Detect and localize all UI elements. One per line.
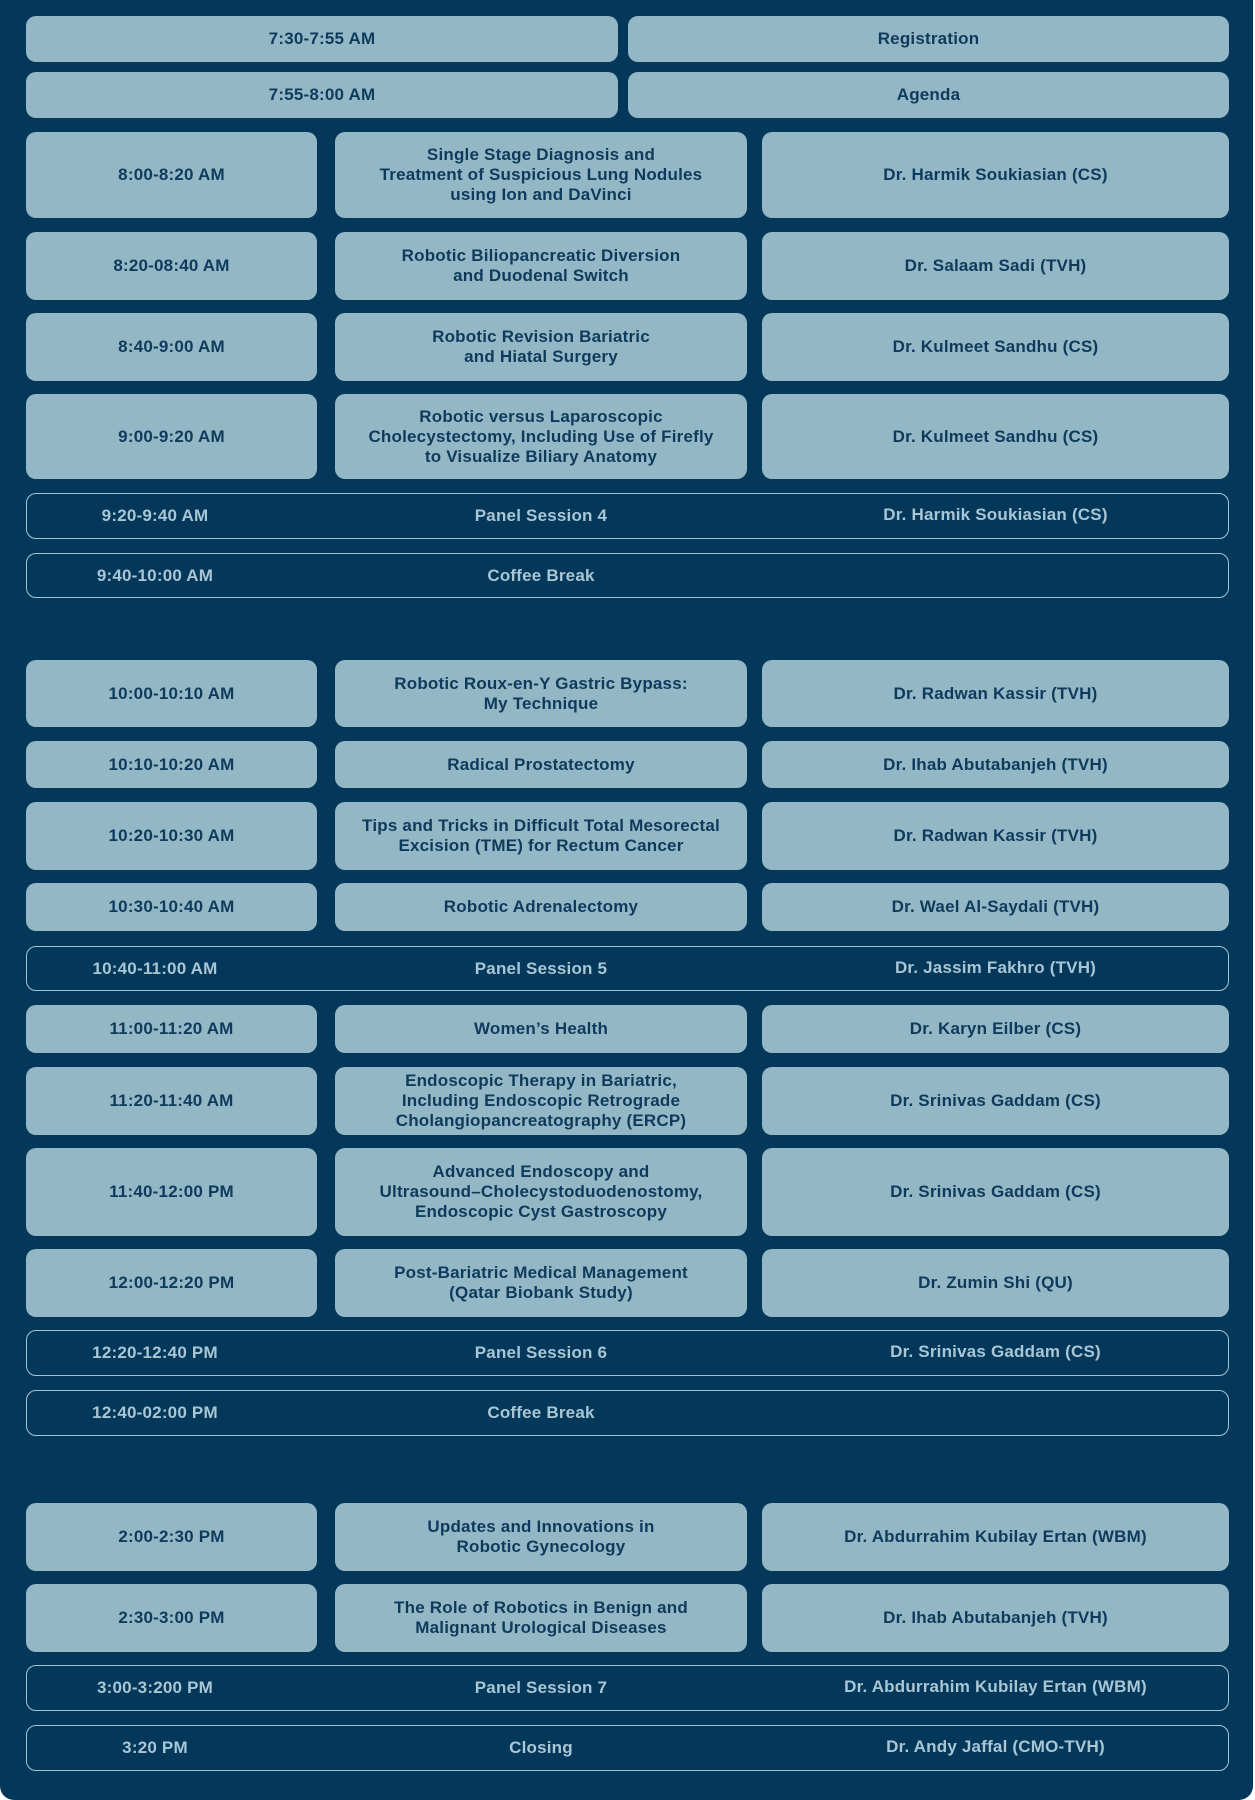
speaker-name: Dr. Andy Jaffal (CMO-TVH) — [886, 1737, 1105, 1756]
speaker-name: Dr. Salaam Sadi (TVH) — [762, 232, 1229, 300]
session-title: Radical Prostatectomy — [335, 741, 747, 788]
session-row — [0, 232, 1255, 300]
session-title: Women’s Health — [335, 1005, 747, 1053]
panel-row — [0, 946, 1255, 991]
session-title: Advanced Endoscopy and Ultrasound–Cholecystoduodenostomy, Endoscopic Cyst Gastroscopy — [335, 1148, 747, 1236]
speaker-name: Dr. Srinivas Gaddam (CS) — [890, 1342, 1101, 1361]
session-row — [0, 660, 1255, 727]
speaker-name: Dr. Radwan Kassir (TVH) — [762, 802, 1229, 870]
session-row — [0, 313, 1255, 381]
session-title: Panel Session 6 — [474, 1343, 608, 1362]
session-row — [0, 802, 1255, 870]
time-cell: 9:40-10:00 AM — [96, 565, 214, 585]
time-cell: 9:20-9:40 AM — [101, 506, 209, 525]
time-cell: 8:40-9:00 AM — [26, 313, 317, 381]
speaker-name: Dr. Jassim Fakhro (TVH) — [894, 957, 1097, 977]
session-title: Updates and Innovations in Robotic Gynecology — [335, 1503, 747, 1571]
speaker-name: Dr. Zumin Shi (QU) — [762, 1249, 1229, 1317]
session-title: Panel Session 5 — [474, 958, 608, 978]
speaker-name: Dr. Harmik Soukiasian (CS) — [883, 505, 1108, 524]
time-cell: 10:10-10:20 AM — [26, 741, 317, 788]
time-cell: 8:20-08:40 AM — [26, 232, 317, 300]
speaker-name: Dr. Kulmeet Sandhu (CS) — [762, 313, 1229, 381]
session-title: Panel Session 4 — [474, 506, 608, 525]
speaker-name: Dr. Abdurrahim Kubilay Ertan (WBM) — [762, 1503, 1229, 1571]
session-row — [0, 1148, 1255, 1236]
session-title: Single Stage Diagnosis and Treatment of Suspicious Lung Nodules using Ion and DaVinci — [335, 132, 747, 218]
session-title: Closing — [509, 1738, 573, 1757]
time-cell: 7:55-8:00 AM — [26, 72, 618, 118]
session-title: The Role of Robotics in Benign and Malignant Urological Diseases — [335, 1584, 747, 1652]
session-title: Coffee Break — [487, 1403, 595, 1422]
panel-row — [0, 1390, 1255, 1436]
header-row — [0, 72, 1255, 118]
session-row — [0, 1503, 1255, 1571]
session-row — [0, 1249, 1255, 1317]
session-label: Agenda — [628, 72, 1229, 118]
session-title: Robotic versus Laparoscopic Cholecystectomy, Including Use of Firefly to Visualize Biliary Anatomy — [335, 394, 747, 479]
time-cell: 12:40-02:00 PM — [92, 1403, 218, 1422]
speaker-name: Dr. Ihab Abutabanjeh (TVH) — [762, 741, 1229, 788]
session-title: Robotic Adrenalectomy — [335, 883, 747, 931]
session-row — [0, 1067, 1255, 1135]
time-cell: 8:00-8:20 AM — [26, 132, 317, 218]
session-title: Endoscopic Therapy in Bariatric, Including Endoscopic Retrograde Cholangiopancreatography (ERCP) — [335, 1067, 747, 1135]
session-title: Coffee Break — [487, 565, 595, 585]
speaker-name: Dr. Wael Al-Saydali (TVH) — [762, 883, 1229, 931]
time-cell: 10:40-11:00 AM — [92, 958, 218, 978]
header-row — [0, 16, 1255, 62]
time-cell: 11:00-11:20 AM — [26, 1005, 317, 1053]
time-cell: 12:20-12:40 PM — [92, 1343, 218, 1362]
session-title: Post-Bariatric Medical Management (Qatar Biobank Study) — [335, 1249, 747, 1317]
time-cell: 12:00-12:20 PM — [26, 1249, 317, 1317]
session-row — [0, 1584, 1255, 1652]
session-title: Robotic Revision Bariatric and Hiatal Surgery — [335, 313, 747, 381]
panel-row — [0, 1725, 1255, 1771]
time-cell: 10:00-10:10 AM — [26, 660, 317, 727]
time-cell: 9:00-9:20 AM — [26, 394, 317, 479]
panel-row — [0, 493, 1255, 539]
time-cell: 3:20 PM — [122, 1738, 188, 1757]
speaker-name: Dr. Abdurrahim Kubilay Ertan (WBM) — [844, 1677, 1147, 1696]
time-cell: 10:20-10:30 AM — [26, 802, 317, 870]
session-title: Robotic Roux-en-Y Gastric Bypass: My Technique — [335, 660, 747, 727]
session-row — [0, 883, 1255, 931]
session-label: Registration — [628, 16, 1229, 62]
time-cell: 2:00-2:30 PM — [26, 1503, 317, 1571]
speaker-name: Dr. Srinivas Gaddam (CS) — [762, 1067, 1229, 1135]
time-cell: 11:20-11:40 AM — [26, 1067, 317, 1135]
time-cell: 3:00-3:200 PM — [97, 1678, 213, 1697]
session-row — [0, 741, 1255, 788]
speaker-name: Dr. Radwan Kassir (TVH) — [762, 660, 1229, 727]
speaker-name: Dr. Ihab Abutabanjeh (TVH) — [762, 1584, 1229, 1652]
session-row — [0, 1005, 1255, 1053]
session-title: Tips and Tricks in Difficult Total Mesorectal Excision (TME) for Rectum Cancer — [335, 802, 747, 870]
time-cell: 2:30-3:00 PM — [26, 1584, 317, 1652]
speaker-name: Dr. Kulmeet Sandhu (CS) — [762, 394, 1229, 479]
panel-row — [0, 1665, 1255, 1711]
session-title: Panel Session 7 — [474, 1678, 608, 1697]
panel-row — [0, 553, 1255, 598]
speaker-name: Dr. Srinivas Gaddam (CS) — [762, 1148, 1229, 1236]
panel-row — [0, 1330, 1255, 1376]
time-cell: 11:40-12:00 PM — [26, 1148, 317, 1236]
session-title: Robotic Biliopancreatic Diversion and Duodenal Switch — [335, 232, 747, 300]
speaker-name: Dr. Harmik Soukiasian (CS) — [762, 132, 1229, 218]
time-cell: 10:30-10:40 AM — [26, 883, 317, 931]
time-cell: 7:30-7:55 AM — [26, 16, 618, 62]
session-row — [0, 394, 1255, 479]
speaker-name: Dr. Karyn Eilber (CS) — [762, 1005, 1229, 1053]
session-row — [0, 132, 1255, 218]
